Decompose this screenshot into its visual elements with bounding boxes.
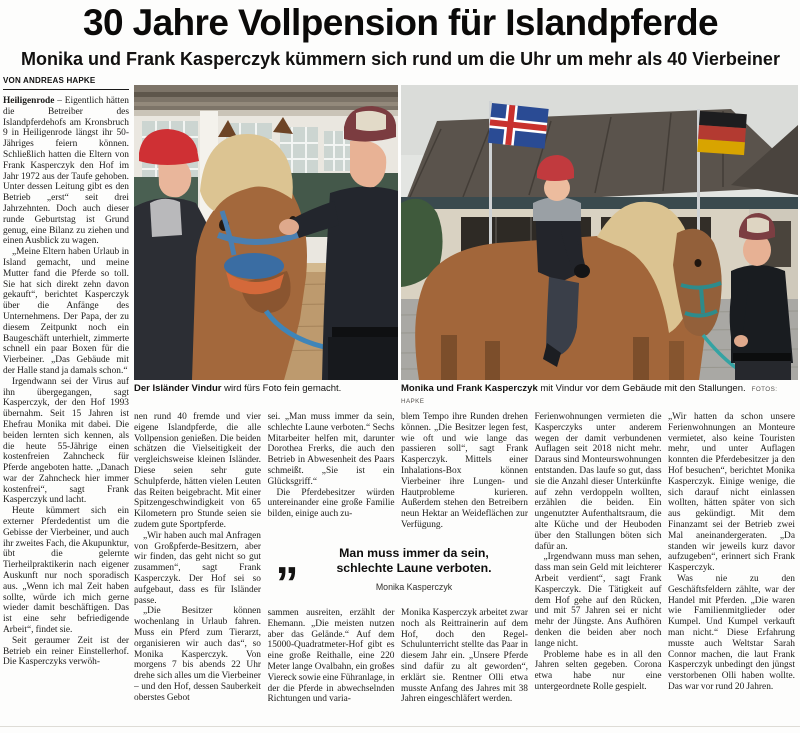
photo-caption-right bbox=[401, 383, 798, 407]
grooming-brush bbox=[224, 253, 284, 294]
paragraph: „Wir haben auch mal Anfragen von Großpferde-Besitzern, aber wir finden, das geht nicht so gut zusammen“, sagt Frank Kasperczyk. Der Hof sei so aufgebaut, dass es für Isländer passe. bbox=[134, 530, 261, 606]
photo-credit: FOTOS: HAPKE bbox=[401, 386, 778, 405]
paragraph: Ferienwohnungen vermieten die Kasperczyks unter anderem wegen der damit verbundenen Auflagen seit 2018 nicht mehr. Daraus sind Monteurswohnungen entstanden. Das laufe so gut, dass sie die Anzahl dieser Unterkünfte auf zehn verdoppeln wollten, erzählen die beiden. Ein ungenutzter Aufenthaltsraum, die alte Küche und der Heuboden über den Stallungen böten sich dafür an. bbox=[534, 412, 662, 552]
iceland-flag-icon bbox=[488, 103, 549, 149]
caption-rest: mit Vindur vor dem Gebäude mit den Stallungen. bbox=[537, 383, 746, 394]
photos-row bbox=[134, 85, 798, 407]
german-flag-icon bbox=[697, 111, 747, 155]
text-columns bbox=[134, 412, 798, 738]
column-2-text bbox=[134, 412, 261, 704]
paragraph: Was nie zu den Geschäftsfeldern zählte, war der Handel mit Pferden. „Die waren wie Familienmitglieder oder Kumpel. Und Kumpel verkauft man nicht.“ Diese Erfahrung musste auch Weltstar Sarah Connor machen, die laut Frank Kasperczyk unbedingt den jüngst verstorbenen Olli haben wollte. Das war vor rund 20 Jahren. bbox=[668, 573, 795, 692]
paragraph: „Meine Eltern haben Urlaub in Island gemacht, und meine Mutter fand die Pferde so toll. Sie hat sich direkt zehn davon gekauft“, berichtet Kasperczyk über die Anfänge des Unternehmens. Der Papa, der zu diesem Zeitpunkt noch ein Baugeschäft unterhielt, zimmerte schnell ein paar Boxen für die Vierbeiner. „Das Gebäude mit der Halle stand ja damals schon.“ bbox=[3, 247, 129, 376]
paragraph: blem Tempo ihre Runden drehen können. „Die Besitzer legen fest, wie oft und wie lange das passieren soll“, sagt Frank Kasperczyk. Mittels einer Inhalations-Box können Vierbeiner ihre Lungen- und Hautprobleme kurieren. Außerdem stehen den Betreibern neun Hektar an Weideflächen zur Verfügung. bbox=[401, 412, 528, 530]
right-region bbox=[134, 73, 798, 738]
paragraph: nen rund 40 fremde und vier eigene Islandpferde, die alle Vollpension genießen. Die beiden schätzen die Vielseitigkeit der vergleichsweise kleinen Isländer. Diese seien sehr gute Schulpferde, hätten vielen Leuten das Reiten beigebracht. Mit einer Spitzengeschwindigkeit von 65 Kilometern pro Stunde seien sie zudem gute Sportpferde. bbox=[134, 412, 261, 530]
subheadline: Monika und Frank Kasperczyk kümmern sich rund um die Uhr um mehr als 40 Vierbeiner bbox=[21, 49, 780, 69]
byline: VON ANDREAS HAPKE bbox=[3, 73, 129, 90]
paragraph: Die Pferdebesitzer würden untereinander eine große Familie bilden, einige auch zu- bbox=[267, 487, 395, 520]
column-3-bottom-text bbox=[268, 608, 395, 705]
column-4-bottom-text bbox=[401, 608, 528, 705]
pull-quote-line-1: Man muss immer da sein, bbox=[339, 546, 489, 560]
pull-quote bbox=[268, 531, 528, 606]
paragraph: Irgendwann sei der Virus auf ihn übergegangen, sagt Kasperczyk, der den Hof 1993 übernahm. Seit 15 Jahren ist Ehefrau Monika mit dabei. Die beiden lernten sich kennen, als die heute 55-Jährige einen kostenfreien Zahncheck für Pferde angeboten hatte. „Danach war der Zahncheck hier immer kostenfrei“, sagt Frank Kasperczyk und lacht. bbox=[3, 376, 129, 506]
paragraph: Monika Kasperczyk arbeitet zwar noch als Reittrainerin auf dem Hof, doch den Regel-Schulunterricht stellte das Paar in diesem Jahr ein. „Unsere Pferde sind dafür zu alt geworden“, erklärt sie. Rentner Olli etwa musste Anfang des Jahres mit 38 Jahren eingeschläfert werden. bbox=[401, 608, 528, 705]
paragraph: „Die Besitzer können wochenlang in Urlaub fahren. Muss ein Pferd zum Tierarzt, organisieren wir auch das“, so Monika Kasperczyk. Von morgens 7 bis abends 22 Uhr drehe sich alles um die Vierbeiner – und den Hof, dessen Sauberkeit oberstes Gebot bbox=[134, 606, 261, 703]
page-bottom-divider bbox=[0, 726, 800, 727]
column-3-top-text bbox=[268, 412, 395, 542]
photo-grooming bbox=[134, 85, 398, 407]
article-header bbox=[3, 2, 798, 70]
dateline-separator: – bbox=[54, 96, 65, 106]
paragraph: sammen ausreiten, erzählt der Ehemann. „Die meisten nutzen aber das Gelände.“ Auf dem 15000-Quadratmeter-Hof gibt es eine große Reithalle, eine 220 Meter lange Ovalbahn, ein großes Viereck sowie eine Führanlage, in der die Pferde in abwechselnden Richtungen und varia- bbox=[267, 608, 395, 705]
quote-mark-icon: „ bbox=[275, 531, 295, 583]
pull-quote-attribution: Monika Kasperczyk bbox=[375, 582, 453, 592]
caption-rest: wird fürs Foto fein gemacht. bbox=[221, 383, 342, 394]
grooming-photo-illustration bbox=[134, 85, 398, 380]
dateline: Heiligenrode bbox=[3, 96, 55, 106]
lede-paragraph bbox=[3, 96, 129, 247]
riders-photo-illustration bbox=[401, 85, 798, 380]
article-body bbox=[3, 73, 798, 738]
column-4-top-text bbox=[401, 412, 528, 542]
caption-bold: Monika und Frank Kasperczyk bbox=[401, 383, 538, 394]
photo-riders bbox=[401, 85, 798, 407]
paragraph: Probleme habe es in all den Jahren selten gegeben. Corona etwa habe nur eine untergeordnete Rolle gespielt. bbox=[534, 649, 662, 692]
text-column-1 bbox=[3, 73, 129, 738]
pull-quote-line-2: schlechte Laune verboten. bbox=[336, 560, 492, 575]
photo-caption-left bbox=[134, 383, 398, 394]
text-column-6 bbox=[668, 412, 795, 738]
caption-bold: Der Isländer Vindur bbox=[134, 383, 222, 394]
column-6-text bbox=[668, 412, 795, 693]
lede-text: Eigentlich hätten die Betreiber des Islandpferdehofs am Kronsbruch 9 in Heiligenrode längst ihr 50-Jähriges feiern können. Schließlich hatten die Eltern von Frank Kasperczyk den Hof im Jahr 1972 aus der Taufe gehoben. Unter dessen Leitung gibt es den Betrieb „erst“ seit drei Jahrzehnten. Doch auch dieser runde Geburtstag ist Grund genug, eine Bilanz zu ziehen und einen Ausblick zu wagen. bbox=[3, 96, 129, 247]
text-column-5 bbox=[535, 412, 662, 738]
text-column-2 bbox=[134, 412, 261, 738]
column-1-text bbox=[3, 96, 129, 736]
paragraph: Heute kümmert sich ein externer Pferdedentist um die Gebisse der Vierbeiner, und auch ihr zweites Fach, die Akupunktur, übt die gelernte Tierheilpraktikerin nach eigener Auskunft nur noch sporadisch aus. „Wenn ich mal Zeit haben sollte, würde ich mich gerne wieder damit beschäftigen. Das ist eine sehr befriedigende Arbeit“, findet sie. bbox=[3, 506, 129, 636]
pull-quote-body bbox=[301, 540, 528, 592]
column-5-text bbox=[535, 412, 662, 693]
paragraph: Seit geraumer Zeit ist der Betrieb ein reiner Einstellerhof. Die Kasperczyks verwöh- bbox=[3, 635, 129, 668]
paragraph: sei. „Man muss immer da sein, schlechte Laune verboten.“ Sechs Mitarbeiter helfen mit, darunter Dorothea Frerks, die auch den Betrieb in Abwesenheit des Paars schmeißt. „Sie ist ein Glücksgriff.“ bbox=[267, 412, 395, 487]
paragraph: „Wir hatten da schon unsere Ferienwohnungen an Monteure vermietet, also keine Touristen mehr, und unter Auflagen konnten die Pferdebesitzer ja den Hof besuchen“, berichtet Monika Kasperczyk. Einige wenige, die sich darauf nicht einlassen wollten, hätten später von sich aus gekündigt. Mit dem Finanzamt sei der Betrieb zwei Mal aneinandergeraten. „Da standen wir jeweils kurz davor aufzugeben“, erinnert sich Frank Kasperczyk. bbox=[668, 412, 795, 574]
headline: 30 Jahre Vollpension für Islandpferde bbox=[82, 2, 719, 43]
paragraph: „Irgendwann muss man sehen, dass man sein Geld mit leichterer Arbeit verdient“, sagt Frank Kasperczyk. Die Tätigkeit auf dem Hof gehe auf den Rücken, und mit 57 Jahren sei er nicht mehr der Jüngste. Ans Aufhören denken die beiden aber noch lange nicht. bbox=[534, 552, 662, 649]
